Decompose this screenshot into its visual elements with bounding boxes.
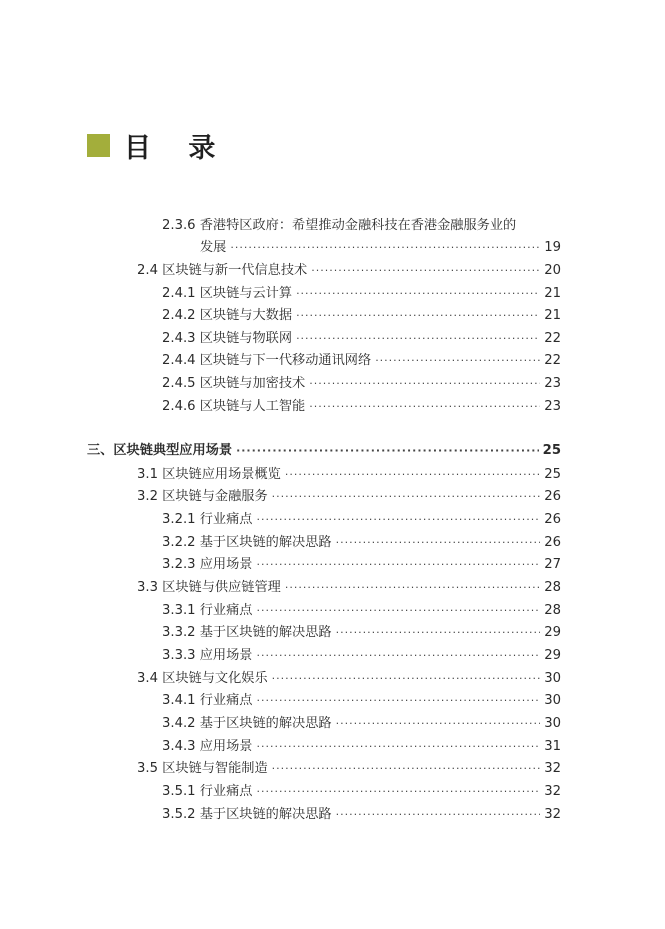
toc-page-number: 22	[544, 353, 561, 368]
toc-leader-dots	[375, 351, 540, 371]
toc-leader-dots	[309, 397, 540, 417]
toc-entry-label: 3.5.2 基于区块链的解决思路	[162, 807, 332, 822]
toc-leader-dots	[285, 578, 540, 598]
toc-leader-dots	[257, 646, 541, 666]
toc-leader-dots	[296, 306, 540, 326]
toc-leader-dots	[236, 441, 539, 461]
toc-entry-label: 2.4.2 区块链与大数据	[162, 308, 293, 323]
toc-leader-dots	[285, 465, 540, 485]
toc-page-number: 26	[544, 535, 561, 550]
toc-entry[interactable]	[162, 646, 561, 666]
toc-page-number: 26	[544, 489, 561, 504]
toc-entry[interactable]	[137, 578, 561, 598]
toc-entry-label: 3.3.3 应用场景	[162, 648, 253, 663]
toc-entry-2-3-6[interactable]: 2.3.6 香港特区政府：希望推动金融科技在香港金融服务业的	[162, 218, 517, 233]
toc-leader-dots	[336, 805, 541, 825]
toc-entry[interactable]	[162, 284, 561, 304]
toc-entry-label: 3.3.2 基于区块链的解决思路	[162, 625, 332, 640]
toc-entry-label: 3.5.1 行业痛点	[162, 784, 253, 799]
toc-entry[interactable]	[162, 714, 561, 734]
toc-entry[interactable]	[162, 329, 561, 349]
toc-page-number: 30	[544, 716, 561, 731]
toc-page-number: 21	[544, 286, 561, 301]
toc-page-number: 19	[544, 240, 561, 255]
toc-entry[interactable]	[137, 465, 561, 485]
toc-entry-label: 2.4.6 区块链与人工智能	[162, 399, 306, 414]
toc-leader-dots	[309, 374, 540, 394]
toc-entry-label: 3.3.1 行业痛点	[162, 603, 253, 618]
toc-entry[interactable]	[162, 351, 561, 371]
toc-page-number: 21	[544, 308, 561, 323]
toc-entry[interactable]	[137, 487, 561, 507]
toc-page-number: 30	[544, 693, 561, 708]
toc-entry[interactable]	[162, 601, 561, 621]
toc-page-number: 25	[544, 467, 561, 482]
toc-page-number: 28	[544, 603, 561, 618]
toc-leader-dots	[257, 510, 541, 530]
toc-leader-dots	[296, 284, 540, 304]
toc-entry[interactable]	[162, 691, 561, 711]
toc-page-number: 32	[544, 761, 561, 776]
toc-page-number: 25	[542, 443, 561, 458]
toc-entry-label: 3.2 区块链与金融服务	[137, 489, 268, 504]
toc-page-number: 22	[544, 331, 561, 346]
toc-entry-label: 2.4.4 区块链与下一代移动通讯网络	[162, 353, 372, 368]
toc-entry-label: 2.4.1 区块链与云计算	[162, 286, 293, 301]
toc-leader-dots	[336, 533, 541, 553]
toc-page-number: 32	[544, 784, 561, 799]
toc-leader-dots	[257, 691, 541, 711]
toc-leader-dots	[272, 669, 541, 689]
toc-entry[interactable]	[162, 533, 561, 553]
toc-entry-label: 2.4.5 区块链与加密技术	[162, 376, 306, 391]
toc-entry[interactable]	[162, 623, 561, 643]
toc-entry-label: 3.4.2 基于区块链的解决思路	[162, 716, 332, 731]
toc-leader-dots	[230, 238, 540, 258]
toc-entry-label: 3.5 区块链与智能制造	[137, 761, 268, 776]
toc-page-number: 23	[544, 376, 561, 391]
toc-leader-dots	[336, 623, 541, 643]
toc-leader-dots	[257, 782, 541, 802]
toc-entry-label: 2.4 区块链与新一代信息技术	[137, 263, 308, 278]
toc-leader-dots	[257, 737, 541, 757]
toc-entry[interactable]	[162, 374, 561, 394]
toc-page-number: 20	[544, 263, 561, 278]
toc-page-number: 26	[544, 512, 561, 527]
toc-entry-label: 3.2.2 基于区块链的解决思路	[162, 535, 332, 550]
toc-leader-dots	[272, 487, 541, 507]
toc-page-number: 29	[544, 625, 561, 640]
toc-entry[interactable]	[162, 555, 561, 575]
toc-entry-label: 3.1 区块链应用场景概览	[137, 467, 281, 482]
toc-page-number: 27	[544, 557, 561, 572]
page-title-text: 目 录	[124, 132, 230, 164]
toc-entry-label: 3.4.1 行业痛点	[162, 693, 253, 708]
toc-entry-label: 三、区块链典型应用场景	[87, 443, 233, 458]
toc-entry[interactable]	[162, 397, 561, 417]
toc-page-number: 30	[544, 671, 561, 686]
toc-entry-label: 3.4 区块链与文化娱乐	[137, 671, 268, 686]
toc-page-number: 31	[544, 739, 561, 754]
toc-entry[interactable]	[137, 759, 561, 779]
toc-leader-dots	[257, 601, 541, 621]
toc-entry[interactable]	[137, 261, 561, 281]
toc-entry-label: 3.2.3 应用场景	[162, 557, 253, 572]
toc-leader-dots	[257, 555, 541, 575]
toc-entry-label: 3.4.3 应用场景	[162, 739, 253, 754]
toc-leader-dots	[336, 714, 541, 734]
toc-entry-label: 3.2.1 行业痛点	[162, 512, 253, 527]
toc-entry[interactable]	[162, 805, 561, 825]
toc-entry[interactable]	[162, 737, 561, 757]
toc-entry[interactable]	[162, 782, 561, 802]
toc-page-number: 28	[544, 580, 561, 595]
toc-leader-dots	[311, 261, 540, 281]
toc-entry-label: 3.3 区块链与供应链管理	[137, 580, 281, 595]
toc-entry[interactable]	[162, 510, 561, 530]
toc-entry[interactable]	[137, 669, 561, 689]
toc-page-number: 23	[544, 399, 561, 414]
toc-entry-2-3-6-cont[interactable]	[200, 238, 561, 258]
toc-entry[interactable]	[162, 306, 561, 326]
toc-entry-label: 发展	[200, 240, 227, 255]
toc-entry-label: 2.4.3 区块链与物联网	[162, 331, 293, 346]
toc-page-number: 32	[544, 807, 561, 822]
toc-page-number: 29	[544, 648, 561, 663]
toc-chapter-3[interactable]	[87, 441, 561, 461]
toc-leader-dots	[272, 759, 541, 779]
toc-leader-dots	[296, 329, 540, 349]
